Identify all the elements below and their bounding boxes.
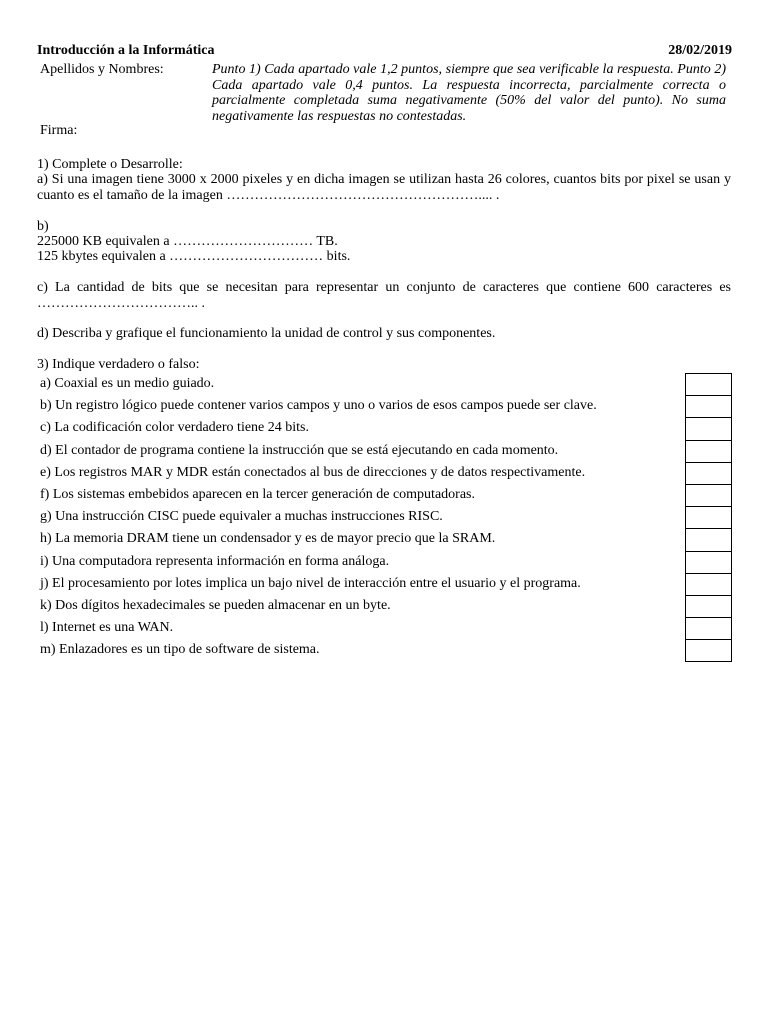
tf-answer-box[interactable] bbox=[685, 373, 732, 395]
tf-item-text: k) Dos dígitos hexadecimales se pueden almacenar en un byte. bbox=[40, 597, 391, 613]
tf-answer-box[interactable] bbox=[685, 528, 732, 550]
names-label: Apellidos y Nombres: bbox=[40, 62, 164, 77]
question-1d: d) Describa y grafique el funcionamiento la unidad de control y sus componentes. bbox=[37, 326, 496, 341]
tf-item-text: h) La memoria DRAM tiene un condensador y es de mayor precio que la SRAM. bbox=[40, 531, 496, 547]
tf-answer-box[interactable] bbox=[685, 595, 732, 617]
question-1b-line1: 225000 KB equivalen a ………………………… TB. bbox=[37, 234, 338, 249]
tf-item bbox=[40, 440, 732, 462]
tf-answer-box[interactable] bbox=[685, 440, 732, 462]
tf-answer-box[interactable] bbox=[685, 639, 732, 662]
tf-answer-box[interactable] bbox=[685, 395, 732, 417]
section1-heading: 1) Complete o Desarrolle: bbox=[37, 157, 183, 172]
tf-item bbox=[40, 573, 732, 595]
tf-answer-box[interactable] bbox=[685, 462, 732, 484]
tf-answer-box[interactable] bbox=[685, 573, 732, 595]
tf-item bbox=[40, 484, 732, 506]
tf-answer-box[interactable] bbox=[685, 617, 732, 639]
tf-item bbox=[40, 528, 732, 550]
tf-item-text: i) Una computadora representa información en forma análoga. bbox=[40, 553, 390, 569]
tf-item bbox=[40, 551, 732, 573]
tf-item bbox=[40, 506, 732, 528]
tf-item bbox=[40, 395, 732, 417]
tf-item-text: b) Un registro lógico puede contener varios campos y uno o varios de esos campos puede ser clave. bbox=[40, 398, 597, 414]
tf-item-text: a) Coaxial es un medio guiado. bbox=[40, 376, 215, 391]
tf-answer-box[interactable] bbox=[685, 506, 732, 528]
tf-answer-box[interactable] bbox=[685, 551, 732, 573]
tf-item bbox=[40, 639, 732, 661]
tf-item bbox=[40, 617, 732, 639]
tf-item bbox=[40, 417, 732, 439]
tf-item-text: e) Los registros MAR y MDR están conectados al bus de direcciones y de datos respectivamente. bbox=[40, 464, 586, 480]
true-false-list bbox=[40, 373, 732, 661]
tf-item bbox=[40, 462, 732, 484]
grading-instructions: Punto 1) Cada apartado vale 1,2 puntos, siempre que sea verificable la respuesta. Punto 2) Cada apartado vale 0,4 puntos. La respuesta incorrecta, parcialmente correcta o parcialmente completada suma negativamente (50% del valor del punto). No suma negativamente las respuestas no contestadas. bbox=[212, 62, 726, 124]
question-1c: c) La cantidad de bits que se necesitan para representar un conjunto de caracteres que contiene 600 caracteres es …………………………….. . bbox=[37, 280, 731, 311]
course-title: Introducción a la Informática bbox=[37, 43, 215, 58]
exam-date: 28/02/2019 bbox=[668, 43, 732, 58]
tf-item-text: m) Enlazadores es un tipo de software de sistema. bbox=[40, 642, 320, 658]
question-1b-label: b) bbox=[37, 219, 49, 234]
tf-item bbox=[40, 373, 732, 395]
tf-answer-box[interactable] bbox=[685, 484, 732, 506]
tf-answer-box[interactable] bbox=[685, 417, 732, 439]
tf-item-text: c) La codificación color verdadero tiene 24 bits. bbox=[40, 420, 309, 436]
tf-item-text: d) El contador de programa contiene la instrucción que se está ejecutando en cada momento. bbox=[40, 442, 559, 458]
question-1a: a) Si una imagen tiene 3000 x 2000 pixeles y en dicha imagen se utilizan hasta 26 colores, cuantos bits por pixel se usan y cuanto es el tamaño de la imagen ……………………………………………….... . bbox=[37, 172, 731, 203]
tf-item-text: j) El procesamiento por lotes implica un bajo nivel de interacción entre el usuario y el programa. bbox=[40, 575, 581, 591]
question-1b-line2: 125 kbytes equivalen a …………………………… bits. bbox=[37, 249, 351, 264]
section3-heading: 3) Indique verdadero o falso: bbox=[37, 357, 200, 372]
tf-item-text: f) Los sistemas embebidos aparecen en la tercer generación de computadoras. bbox=[40, 486, 475, 502]
signature-label: Firma: bbox=[40, 123, 78, 138]
tf-item-text: l) Internet es una WAN. bbox=[40, 620, 174, 636]
tf-item-text: g) Una instrucción CISC puede equivaler a muchas instrucciones RISC. bbox=[40, 509, 443, 525]
tf-item bbox=[40, 595, 732, 617]
